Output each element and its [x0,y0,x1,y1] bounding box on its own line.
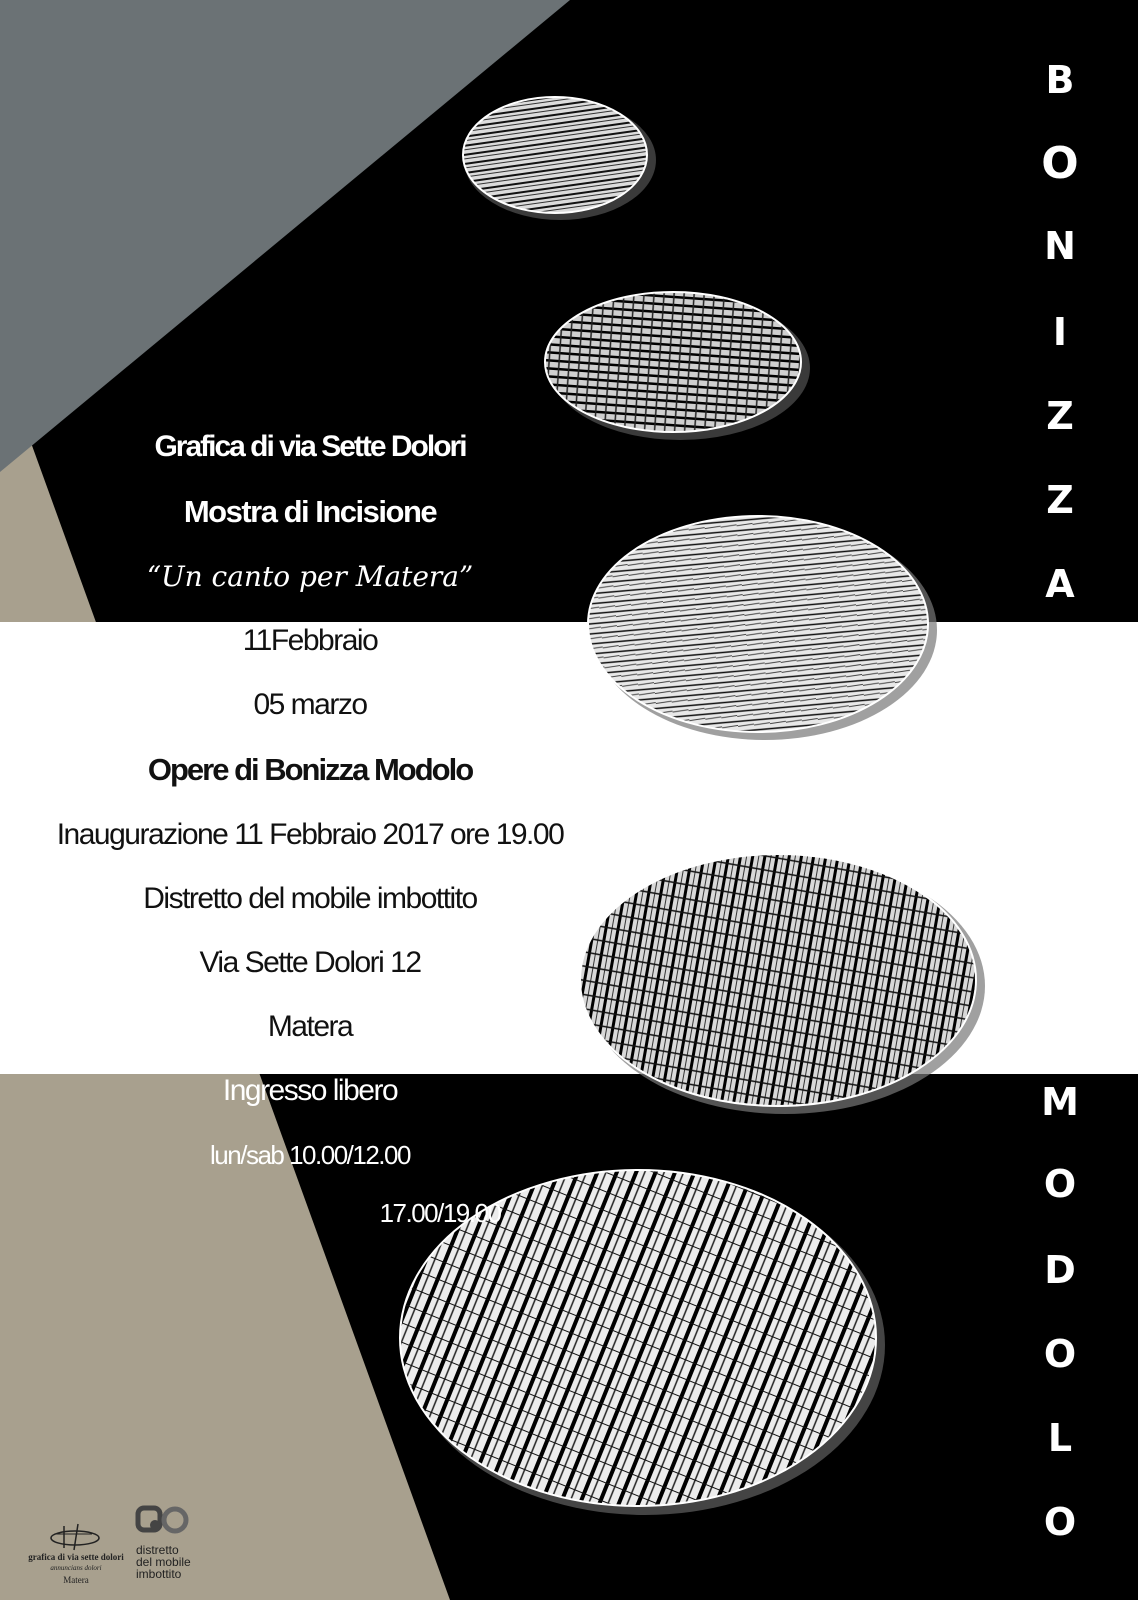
letter: D [1044,1248,1076,1292]
letter: O [1043,1500,1077,1544]
exhibition-type: Mostra di Incisione [183,494,437,529]
start-date: 11Febbraio [242,624,378,657]
opening-hours-morning: lun/sab 10.00/12.00 [210,1140,410,1170]
distretto-logo-line2: del mobile [136,1555,191,1569]
venue-street: Via Sette Dolori 12 [199,946,421,979]
venue-name: Distretto del mobile imbottito [143,882,477,915]
grafica-logo-name: grafica di via sette dolori [28,1552,124,1562]
opening-hours-afternoon: 17.00/19.00 [379,1198,501,1228]
entry-info: Ingresso libero [222,1074,398,1107]
venue-city: Matera [267,1010,353,1043]
organizer-name: Grafica di via Sette Dolori [154,430,466,463]
end-date: 05 marzo [253,688,367,721]
letter: A [1045,562,1075,606]
letter: Z [1046,478,1074,522]
letter: N [1044,224,1076,268]
letter: O [1041,138,1079,189]
letter: Z [1046,394,1074,438]
letter: O [1043,1332,1077,1376]
distretto-logo-line3: imbottito [136,1567,182,1581]
exhibition-subtitle: “Un canto per Matera” [146,560,474,593]
grafica-logo-tagline: annuncians dolori [50,1564,102,1572]
letter: O [1043,1162,1077,1206]
grafica-logo-city: Matera [63,1575,89,1585]
letter: L [1047,1416,1073,1460]
artist-line: Opere di Bonizza Modolo [147,752,473,787]
letter: I [1052,310,1068,354]
opening-line: Inaugurazione 11 Febbraio 2017 ore 19.00 [56,818,564,851]
letter: B [1045,58,1075,102]
distretto-logo-line1: distretto [136,1543,179,1557]
letter: M [1041,1080,1079,1124]
